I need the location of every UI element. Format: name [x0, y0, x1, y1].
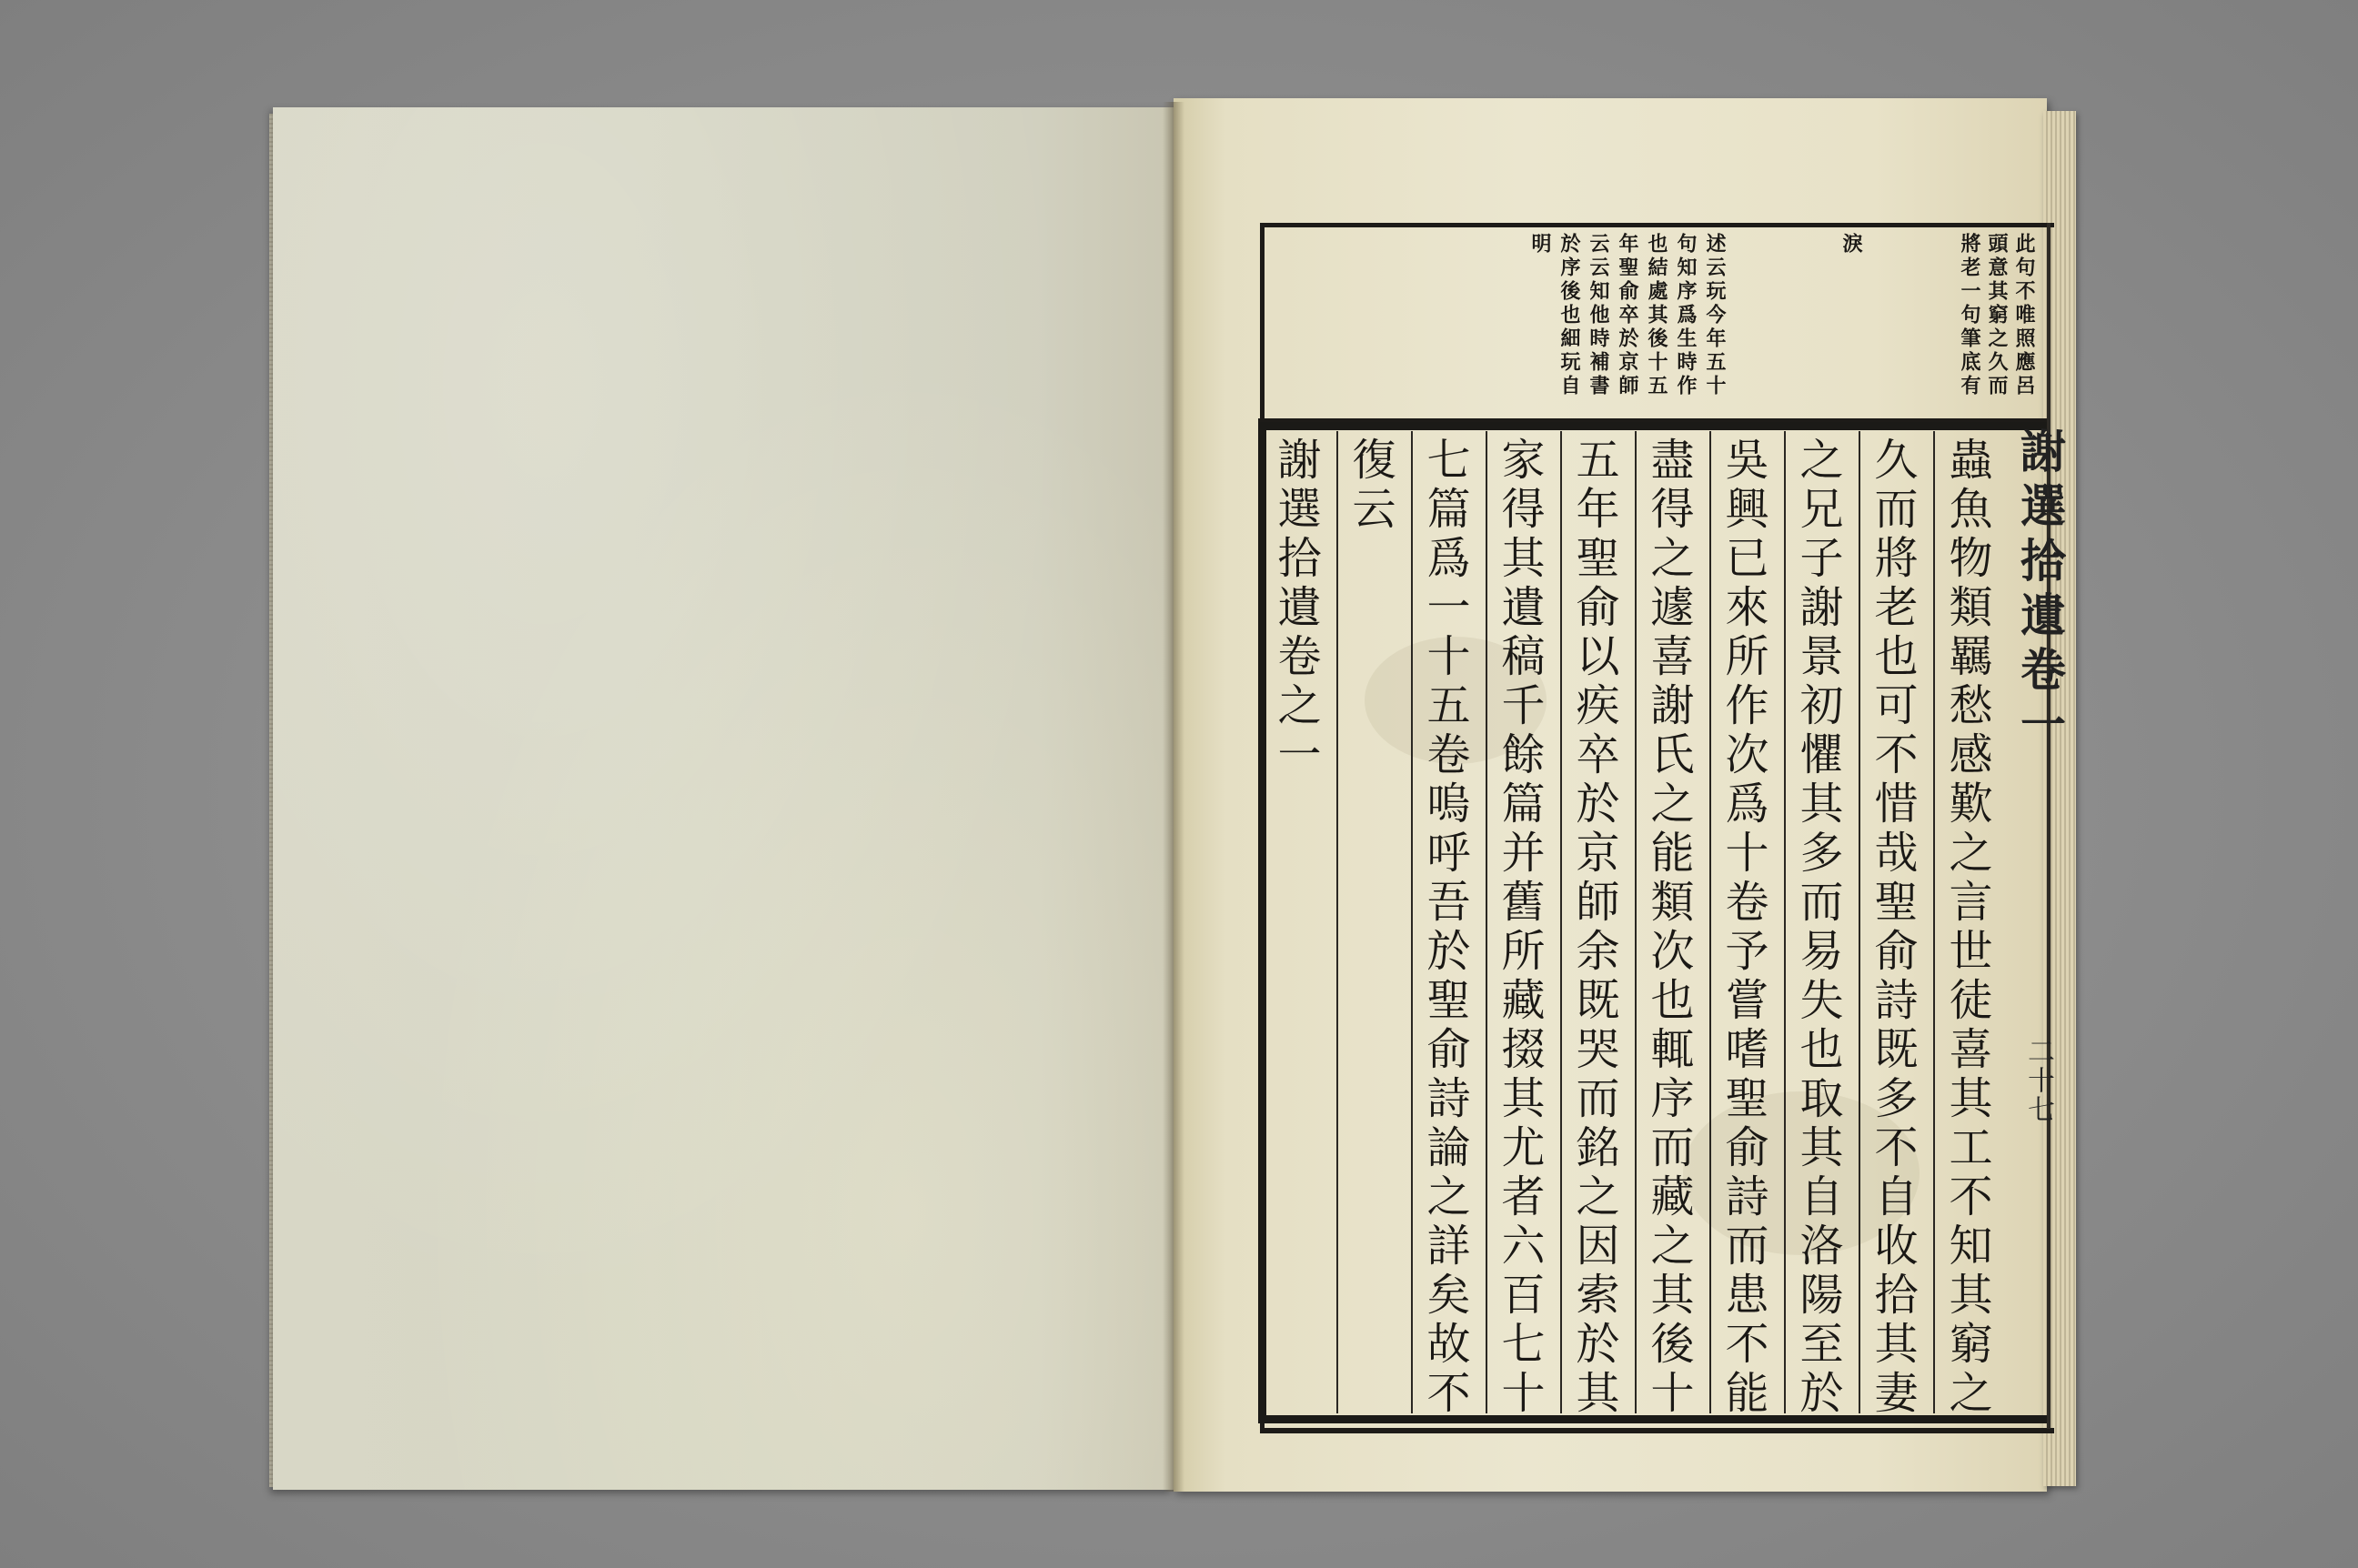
- headnote-line: 也結處其後十五: [1645, 233, 1668, 398]
- headnote-line: 頭意其窮之久而: [1985, 233, 2009, 398]
- book-gutter: [1163, 102, 1184, 1492]
- text-column: 久而將老也可不惜哉聖俞詩既多不自收拾其妻: [1867, 437, 1918, 1419]
- text-column: 復云: [1345, 437, 1396, 535]
- headnote-line: 明: [1528, 233, 1552, 256]
- headnote-line: 云云知他時補書: [1587, 233, 1610, 398]
- text-column: 五年聖俞以疾卒於京師余既哭而銘之因索於其: [1568, 437, 1619, 1419]
- headnote-line: 句知序爲生時作: [1674, 233, 1698, 398]
- margin-volume-text: 卷一: [2013, 646, 2067, 755]
- text-column: 之兄子謝景初懼其多而易失也取其自洛陽至於: [1792, 437, 1843, 1419]
- column-rule: [1933, 431, 1935, 1413]
- column-rule: [1336, 431, 1338, 1413]
- headnote-line: 述云玩今年五十: [1703, 233, 1727, 398]
- column-rule: [1411, 431, 1413, 1413]
- text-column: 家得其遺稿千餘篇并舊所藏掇其尤者六百七十: [1494, 437, 1545, 1419]
- text-column: 吳興已來所作次爲十卷予嘗嗜聖俞詩而患不能: [1718, 437, 1768, 1419]
- headnote-line: 年聖俞卒於京師: [1616, 233, 1639, 398]
- headnote-line: 於序後也細玩自: [1557, 233, 1581, 398]
- margin-page-number: 二十七: [2022, 1037, 2054, 1124]
- column-rule: [1560, 431, 1562, 1413]
- column-rule: [1635, 431, 1637, 1413]
- chapter-end-title: 謝選拾遺卷之一: [1270, 437, 1321, 780]
- text-column: 七篇爲一十五卷嗚呼吾於聖俞詩論之詳矣故不: [1419, 437, 1470, 1419]
- margin-title-text: 謝選拾遺: [2013, 427, 2067, 646]
- left-blank-page: [273, 107, 1174, 1490]
- text-column: 蟲魚物類羈愁感歎之言世徒喜其工不知其窮之: [1941, 437, 1992, 1419]
- headnote-line: 淚: [1839, 233, 1863, 256]
- column-rule: [1784, 431, 1786, 1413]
- margin-rule: [2047, 223, 2051, 1429]
- headnote-line: 將老一句筆底有: [1958, 233, 1981, 398]
- margin-book-title: [2007, 427, 2072, 755]
- headnote-line: 此句不唯照應呂: [2012, 233, 2036, 398]
- text-column: 盡得之遽喜謝氏之能類次也輒序而藏之其後十: [1643, 437, 1694, 1419]
- column-rule: [1486, 431, 1487, 1413]
- column-rule: [1859, 431, 1860, 1413]
- column-rule: [1709, 431, 1711, 1413]
